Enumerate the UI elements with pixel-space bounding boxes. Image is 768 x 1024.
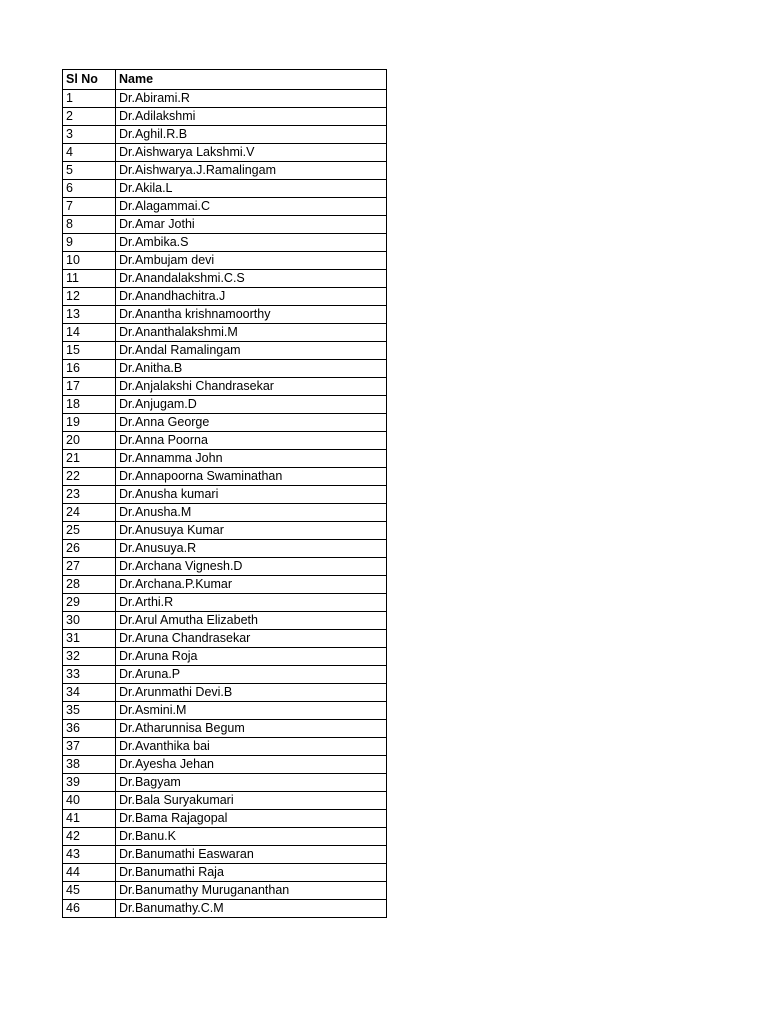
table-row — [63, 630, 387, 648]
name-cell: Dr.Annamma John — [116, 450, 387, 468]
serial-number-cell: 2 — [63, 108, 116, 126]
table-row — [63, 270, 387, 288]
name-cell: Dr.Banumathi Easwaran — [116, 846, 387, 864]
serial-number-cell: 21 — [63, 450, 116, 468]
table-row — [63, 504, 387, 522]
table-row — [63, 720, 387, 738]
serial-number-cell: 40 — [63, 792, 116, 810]
table-row — [63, 360, 387, 378]
name-cell: Dr.Atharunnisa Begum — [116, 720, 387, 738]
name-cell: Dr.Anusuya Kumar — [116, 522, 387, 540]
name-cell: Dr.Anusuya.R — [116, 540, 387, 558]
name-cell: Dr.Archana.P.Kumar — [116, 576, 387, 594]
name-cell: Dr.Bama Rajagopal — [116, 810, 387, 828]
table-row — [63, 702, 387, 720]
table-row — [63, 306, 387, 324]
name-cell: Dr.Ambujam devi — [116, 252, 387, 270]
name-cell: Dr.Anitha.B — [116, 360, 387, 378]
serial-number-cell: 46 — [63, 900, 116, 918]
serial-number-cell: 32 — [63, 648, 116, 666]
table-row — [63, 612, 387, 630]
name-cell: Dr.Asmini.M — [116, 702, 387, 720]
table-row — [63, 648, 387, 666]
table-row — [63, 450, 387, 468]
serial-number-cell: 23 — [63, 486, 116, 504]
name-cell: Dr.Banumathi Raja — [116, 864, 387, 882]
table-body — [63, 90, 387, 918]
serial-number-cell: 43 — [63, 846, 116, 864]
serial-number-cell: 45 — [63, 882, 116, 900]
serial-number-cell: 18 — [63, 396, 116, 414]
name-cell: Dr.Akila.L — [116, 180, 387, 198]
table-row — [63, 684, 387, 702]
name-cell: Dr.Aruna Roja — [116, 648, 387, 666]
table-row — [63, 432, 387, 450]
serial-number-cell: 34 — [63, 684, 116, 702]
table-row — [63, 342, 387, 360]
table-row — [63, 774, 387, 792]
table-row — [63, 522, 387, 540]
name-cell: Dr.Aishwarya Lakshmi.V — [116, 144, 387, 162]
name-cell: Dr.Andal Ramalingam — [116, 342, 387, 360]
name-cell: Dr.Anandhachitra.J — [116, 288, 387, 306]
table-row — [63, 108, 387, 126]
table-row — [63, 882, 387, 900]
name-cell: Dr.Anusha kumari — [116, 486, 387, 504]
table-row — [63, 126, 387, 144]
serial-number-cell: 26 — [63, 540, 116, 558]
name-cell: Dr.Bagyam — [116, 774, 387, 792]
serial-number-cell: 39 — [63, 774, 116, 792]
name-cell: Dr.Anantha krishnamoorthy — [116, 306, 387, 324]
name-cell: Dr.Anjalakshi Chandrasekar — [116, 378, 387, 396]
serial-number-cell: 33 — [63, 666, 116, 684]
serial-number-cell: 6 — [63, 180, 116, 198]
name-cell: Dr.Avanthika bai — [116, 738, 387, 756]
name-cell: Dr.Anandalakshmi.C.S — [116, 270, 387, 288]
serial-number-cell: 37 — [63, 738, 116, 756]
name-cell: Dr.Anjugam.D — [116, 396, 387, 414]
serial-number-cell: 35 — [63, 702, 116, 720]
table-row — [63, 864, 387, 882]
name-cell: Dr.Banu.K — [116, 828, 387, 846]
table-row — [63, 558, 387, 576]
name-cell: Dr.Alagammai.C — [116, 198, 387, 216]
table-row — [63, 234, 387, 252]
name-cell: Dr.Banumathy.C.M — [116, 900, 387, 918]
table-row — [63, 486, 387, 504]
name-cell: Dr.Arthi.R — [116, 594, 387, 612]
serial-number-cell: 27 — [63, 558, 116, 576]
serial-number-cell: 15 — [63, 342, 116, 360]
name-cell: Dr.Adilakshmi — [116, 108, 387, 126]
serial-number-cell: 22 — [63, 468, 116, 486]
serial-number-cell: 44 — [63, 864, 116, 882]
table-row — [63, 90, 387, 108]
name-cell: Dr.Anna Poorna — [116, 432, 387, 450]
table-row — [63, 324, 387, 342]
serial-number-cell: 19 — [63, 414, 116, 432]
name-cell: Dr.Annapoorna Swaminathan — [116, 468, 387, 486]
name-cell: Dr.Ananthalakshmi.M — [116, 324, 387, 342]
serial-number-cell: 16 — [63, 360, 116, 378]
serial-number-cell: 38 — [63, 756, 116, 774]
name-cell: Dr.Banumathy Murugananthan — [116, 882, 387, 900]
table-row — [63, 288, 387, 306]
serial-number-cell: 13 — [63, 306, 116, 324]
table-row — [63, 378, 387, 396]
name-cell: Dr.Aruna.P — [116, 666, 387, 684]
serial-number-cell: 25 — [63, 522, 116, 540]
name-cell: Dr.Aruna Chandrasekar — [116, 630, 387, 648]
name-cell: Dr.Amar Jothi — [116, 216, 387, 234]
name-cell: Dr.Arul Amutha Elizabeth — [116, 612, 387, 630]
names-table — [62, 69, 387, 918]
name-cell: Dr.Aishwarya.J.Ramalingam — [116, 162, 387, 180]
serial-number-cell: 7 — [63, 198, 116, 216]
table-row — [63, 738, 387, 756]
table-row — [63, 846, 387, 864]
name-cell: Dr.Archana Vignesh.D — [116, 558, 387, 576]
serial-number-cell: 20 — [63, 432, 116, 450]
serial-number-cell: 1 — [63, 90, 116, 108]
serial-number-cell: 9 — [63, 234, 116, 252]
serial-number-cell: 30 — [63, 612, 116, 630]
serial-number-cell: 28 — [63, 576, 116, 594]
serial-number-cell: 36 — [63, 720, 116, 738]
serial-number-cell: 31 — [63, 630, 116, 648]
table-row — [63, 252, 387, 270]
table-header-row — [63, 70, 387, 90]
serial-number-cell: 14 — [63, 324, 116, 342]
name-cell: Dr.Anna George — [116, 414, 387, 432]
name-cell: Dr.Aghil.R.B — [116, 126, 387, 144]
table-row — [63, 828, 387, 846]
name-cell: Dr.Bala Suryakumari — [116, 792, 387, 810]
table-row — [63, 540, 387, 558]
table-row — [63, 198, 387, 216]
serial-number-cell: 5 — [63, 162, 116, 180]
table-row — [63, 468, 387, 486]
serial-number-cell: 29 — [63, 594, 116, 612]
name-cell: Dr.Anusha.M — [116, 504, 387, 522]
table-row — [63, 594, 387, 612]
serial-number-cell: 42 — [63, 828, 116, 846]
table-row — [63, 810, 387, 828]
table-row — [63, 792, 387, 810]
name-cell: Dr.Arunmathi Devi.B — [116, 684, 387, 702]
table-row — [63, 396, 387, 414]
table-row — [63, 180, 387, 198]
table-row — [63, 162, 387, 180]
serial-number-cell: 8 — [63, 216, 116, 234]
table-row — [63, 144, 387, 162]
serial-number-cell: 4 — [63, 144, 116, 162]
serial-number-cell: 10 — [63, 252, 116, 270]
name-cell: Dr.Ayesha Jehan — [116, 756, 387, 774]
serial-number-cell: 12 — [63, 288, 116, 306]
document-page — [62, 69, 387, 918]
table-row — [63, 414, 387, 432]
column-header-name: Name — [116, 70, 387, 90]
serial-number-cell: 3 — [63, 126, 116, 144]
table-row — [63, 216, 387, 234]
serial-number-cell: 11 — [63, 270, 116, 288]
column-header-sl-no: Sl No — [63, 70, 116, 90]
serial-number-cell: 41 — [63, 810, 116, 828]
name-cell: Dr.Abirami.R — [116, 90, 387, 108]
table-row — [63, 666, 387, 684]
table-row — [63, 900, 387, 918]
name-cell: Dr.Ambika.S — [116, 234, 387, 252]
table-row — [63, 576, 387, 594]
table-row — [63, 756, 387, 774]
serial-number-cell: 24 — [63, 504, 116, 522]
serial-number-cell: 17 — [63, 378, 116, 396]
